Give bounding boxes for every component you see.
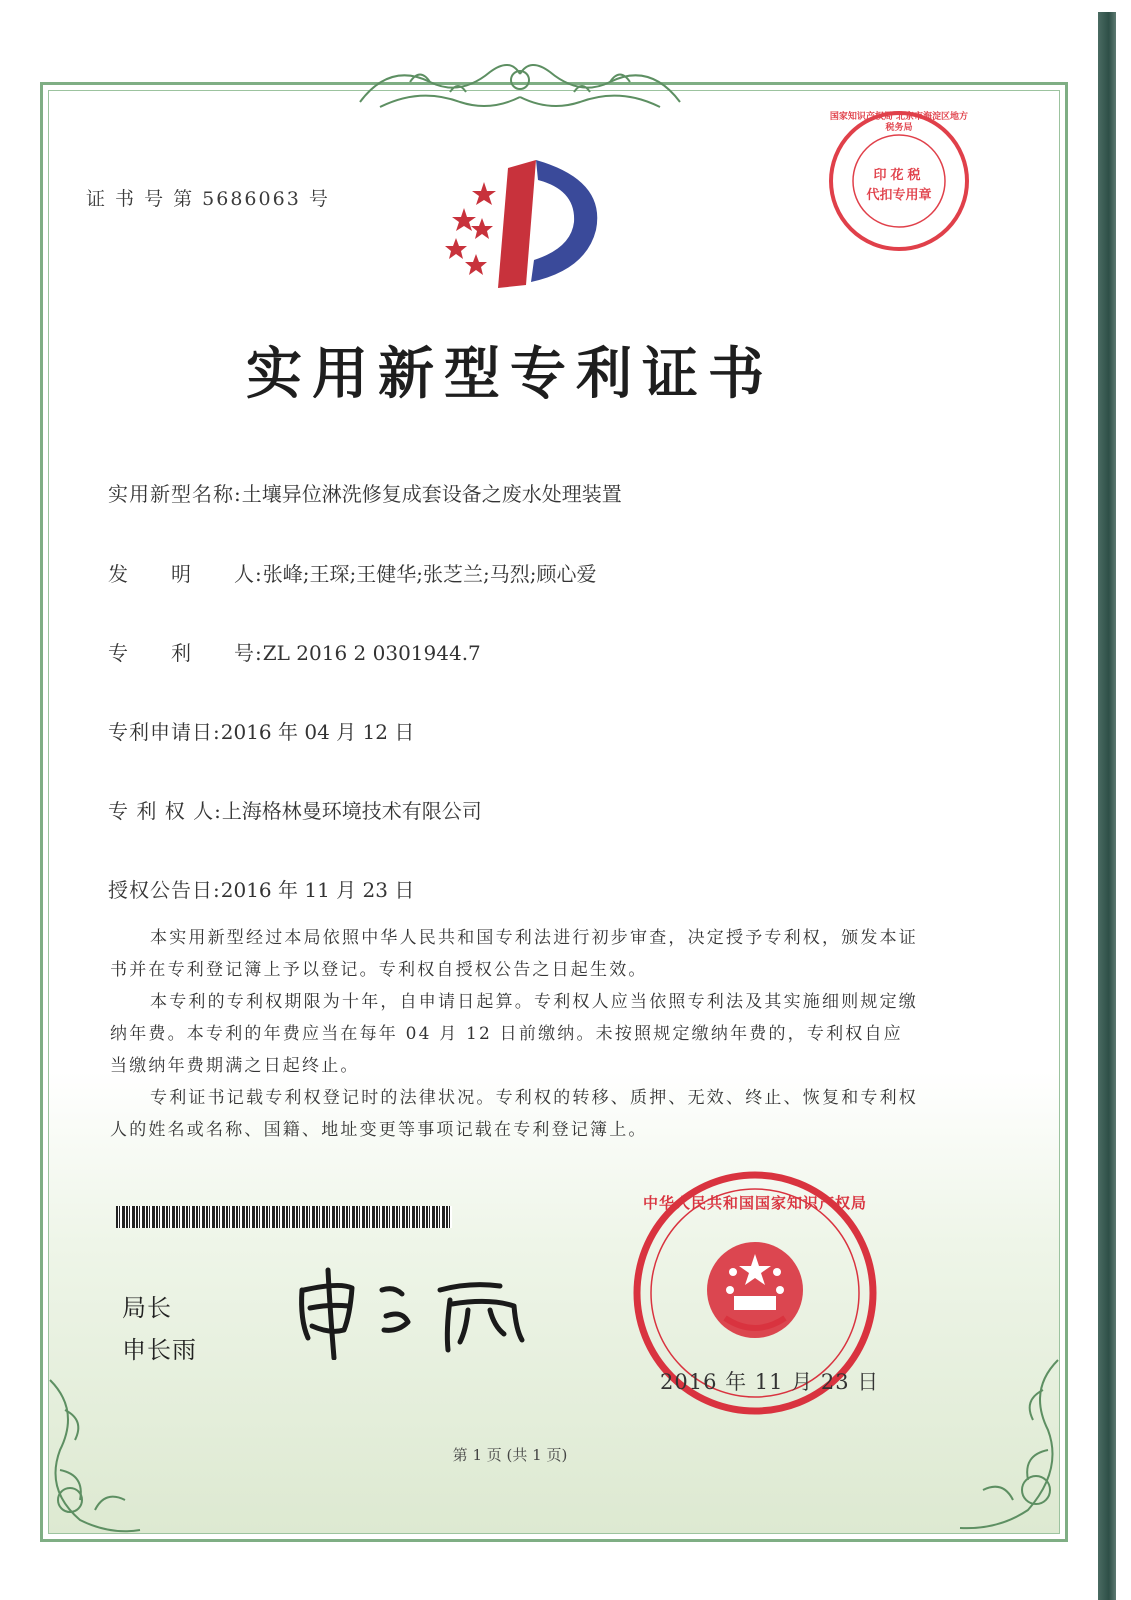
certificate-number: 证 书 号 第 5686063 号 xyxy=(86,188,330,210)
top-ornament-icon xyxy=(350,52,690,114)
director-name: 申长雨 xyxy=(122,1336,197,1364)
official-seal-text: 中华人民共和国国家知识产权局 xyxy=(642,1194,867,1212)
page-footer: 第 1 页 (共 1 页) xyxy=(452,1446,568,1464)
field-value: 2016 年 04 月 12 日 xyxy=(220,720,415,744)
field-value: 2016 年 11 月 23 日 xyxy=(220,878,415,902)
field-value: 上海格林曼环境技术有限公司 xyxy=(221,799,482,823)
paragraph-term: 本专利的专利权期限为十年，自申请日起算。专利权人应当依照专利法及其实施细则规定缴纳年费。本专利的年费应当在每年 04 月 12 日前缴纳。未按照规定缴纳年费的，专利权自应当缴纳年费期满之日起终止。 xyxy=(110,992,918,1076)
field-application-date xyxy=(108,716,414,745)
field-label: 授权公告日: xyxy=(108,878,221,902)
patent-office-logo-icon xyxy=(436,160,616,300)
field-value: 张峰;王琛;王健华;张芝兰;马烈;顾心爱 xyxy=(262,562,597,586)
field-label: 专利申请日: xyxy=(108,720,221,744)
field-inventors xyxy=(108,558,596,587)
seal-date: 2016 年 11 月 23 日 xyxy=(660,1370,880,1394)
tax-stamp-inner-text-2: 代扣专用章 xyxy=(866,188,932,203)
field-value: ZL 2016 2 0301944.7 xyxy=(262,641,481,665)
paragraph-legal-status: 专利证书记载专利权登记时的法律状况。专利权的转移、质押、无效、终止、恢复和专利权人的姓名或名称、国籍、地址变更等事项记载在专利登记簿上。 xyxy=(110,1088,918,1140)
barcode xyxy=(116,1206,452,1228)
field-label: 专 利 权 人: xyxy=(108,799,222,823)
director-signature-icon xyxy=(290,1260,540,1360)
tax-stamp-inner-text-1: 印花税 xyxy=(873,168,925,183)
field-utility-model-name xyxy=(108,478,622,507)
scan-edge xyxy=(1098,12,1116,1600)
paragraph-grant: 本实用新型经过本局依照中华人民共和国专利法进行初步审查，决定授予专利权，颁发本证书并在专利登记簿上予以登记。专利权自授权公告之日起生效。 xyxy=(110,928,918,980)
field-label: 实用新型名称: xyxy=(108,482,242,506)
field-label: 专 利 号: xyxy=(108,641,263,665)
certificate-title: 实用新型专利证书 xyxy=(246,341,774,407)
tax-stamp-outer-text: 国家知识产权局 北京市海淀区地方税务局 xyxy=(829,112,969,133)
field-patent-number xyxy=(108,637,481,666)
field-grant-announcement-date xyxy=(108,874,414,903)
field-patentee xyxy=(108,795,482,824)
field-value: 土壤异位淋洗修复成套设备之废水处理装置 xyxy=(241,482,622,506)
tax-stamp xyxy=(826,108,972,254)
director-title: 局长 xyxy=(122,1294,172,1322)
field-label: 发 明 人: xyxy=(108,562,263,586)
